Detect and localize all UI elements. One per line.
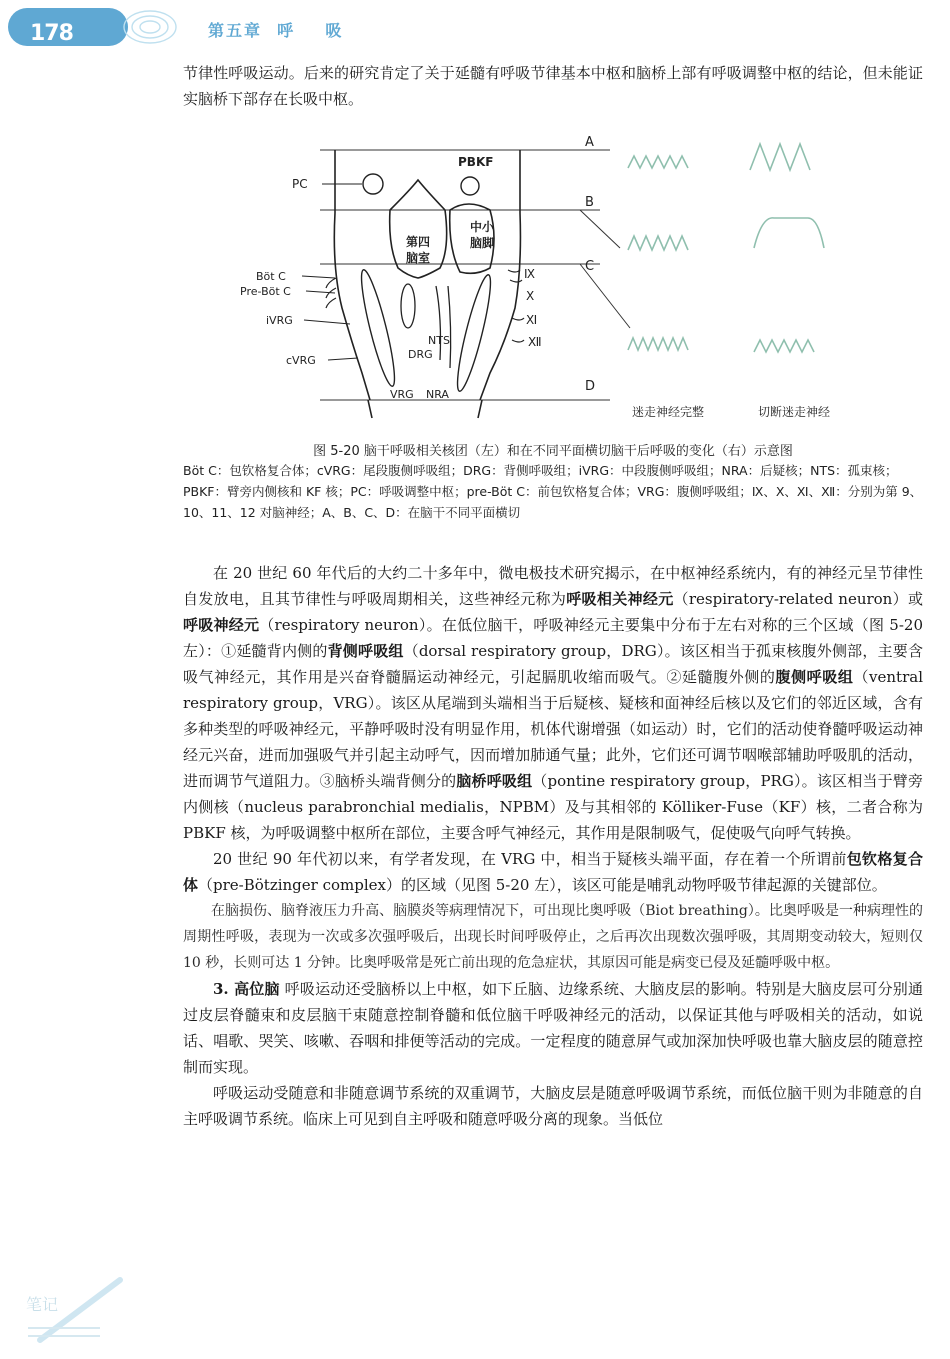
paragraph-dual-control: 呼吸运动受随意和非随意调节系统的双重调节，大脑皮层是随意呼吸调节系统，而低位脑干则为非随意的自主呼吸调节系统。临床上可见到自主呼吸和随意呼吸分离的现象。当低位 [183, 1084, 923, 1128]
pc-label: PC [292, 177, 308, 191]
ivrg-label: iVRG [266, 314, 293, 327]
vrg-label: VRG [390, 388, 414, 401]
pbkf-nucleus [461, 177, 479, 195]
trace-b-intact [628, 236, 688, 250]
level-a-label: A [585, 135, 594, 150]
ventricle-label-2: 脑室 [406, 251, 431, 265]
level-b-label: B [585, 195, 594, 210]
figure-legend: Böt C：包钦格复合体；cVRG：尾段腹侧呼吸组；DRG：背侧呼吸组；iVRG：中段腹侧呼吸组；NRA：后疑核；NTS：孤束核；PBKF：臂旁内侧核和 KF 核；PC：呼吸调整中枢；pre-Böt C：前包钦格复合体；VRG：腹侧呼吸组；Ⅸ、Ⅹ、Ⅺ、Ⅻ：分别为第 9、10、11、12 对脑神经；A、B、C、D：在脑干不同平面横切 [183, 463, 923, 520]
nra-label: NRA [426, 388, 449, 401]
peduncle-label-2: 脑脚 [470, 236, 495, 250]
nts-label: NTS [428, 334, 450, 347]
drg-column [401, 284, 415, 328]
paragraph-biot: 在脑损伤、脑脊液压力升高、脑膜炎等病理情况下，可出现比奥呼吸（Biot breathing）。比奥呼吸是一种病理性的周期性呼吸，表现为一次或多次强呼吸后，出现长时间呼吸停止，之后再次出现数次强呼吸，其周期变动较大，短则仅 10 秒，长则可达 1 分钟。比奥呼吸常是死亡前出现的危急症状，其原因可能是病变已侵及延髓呼吸中枢。 [183, 903, 923, 971]
drg-label: DRG [408, 348, 433, 361]
paragraph-prebotc: 20 世纪 90 年代初以来，有学者发现，在 VRG 中，相当于疑核头端平面，存在着一个所谓前包钦格复合体（pre-Bötzinger complex）的区域（见图 5-20 左），该区可能是哺乳动物呼吸节律起源的关键部位。 [183, 850, 923, 894]
intro-block [183, 60, 923, 112]
nra-column [448, 286, 451, 368]
peduncle-label-1: 中小 [470, 220, 495, 234]
cranial-nerve-roots [326, 270, 524, 342]
col-intact-label: 迷走神经完整 [632, 405, 705, 419]
col-cut-label: 切断迷走神经 [758, 405, 831, 419]
figure-caption-title: 图 5-20 脑干呼吸相关核团（左）和在不同平面横切脑干后呼吸的变化（右）示意图 [313, 444, 793, 459]
nts-column [436, 286, 441, 360]
notes-pencil-icon [20, 1270, 130, 1350]
ventricle-label-1: 第四 [406, 235, 431, 249]
section-lines [320, 150, 630, 400]
botc-label: Böt C [256, 270, 286, 283]
trace-b-cut [754, 218, 824, 248]
trace-c-intact [628, 338, 688, 350]
trace-c-cut [754, 340, 814, 352]
pbkf-label: PBKF [458, 155, 494, 169]
nerve-xii-label: Ⅻ [528, 335, 542, 349]
breathing-traces [628, 144, 824, 352]
figure-5-20 [240, 128, 880, 428]
prebotc-label: Pre-Böt C [240, 285, 291, 298]
page-number-tab [8, 8, 128, 46]
pc-nucleus [363, 174, 383, 194]
nerve-xi-label: Ⅺ [526, 313, 538, 327]
trace-a-intact [628, 156, 688, 168]
trace-a-cut [750, 144, 810, 170]
notes-label: 笔记 [26, 1295, 59, 1314]
vrg-column-left [356, 268, 401, 388]
level-c-label: C [585, 259, 595, 274]
paragraph-higher-brain: 3. 高位脑 呼吸运动还受脑桥以上中枢，如下丘脑、边缘系统、大脑皮层的影响。特别是大脑皮层可分别通过皮层脊髓束和皮层脑干束随意控制脊髓和低位脑干呼吸神经元的活动，以保证其他与呼吸相关的活动，如说话、唱歌、哭笑、咳嗽、吞咽和排便等活动的完成。一定程度的随意屏气或加深加快呼吸也靠大脑皮层的随意控制而实现。 [183, 980, 923, 1076]
nerve-ix-label: Ⅸ [524, 267, 536, 281]
level-d-label: D [585, 379, 596, 394]
main-body [183, 560, 923, 1132]
paragraph-neurons: 在 20 世纪 60 年代后的大约二十多年中，微电极技术研究揭示，在中枢神经系统内，有的神经元呈节律性自发放电，且其节律性与呼吸周期相关，这些神经元称为呼吸相关神经元（respiratory-related neuron）或呼吸神经元（respiratory neuron）。在低位脑干，呼吸神经元主要集中分布于左右对称的三个区域（图 5-20 左）：①延髓背内侧的背侧呼吸组（dorsal respiratory group，DRG）。该区相当于孤束核腹外侧部，主要含吸气神经元，其作用是兴奋脊髓膈运动神经元，引起膈肌收缩而吸气。②延髓腹外侧的腹侧呼吸组（ventral respiratory group，VRG）。该区从尾端到头端相当于后疑核、疑核和面神经后核以及它们的邻近区域，含有多种类型的呼吸神经元，平静呼吸时没有明显作用，机体代谢增强（如运动）时，它们的活动使脊髓呼吸运动神经元兴奋，进而加强吸气并引起主动呼气，因而增加肺通气量；此外，它们还可调节咽喉部辅助呼吸肌的活动，进而调节气道阻力。③脑桥头端背侧分的脑桥呼吸组（pontine respiratory group，PRG）。该区相当于臂旁内侧核（nucleus parabronchial medialis，NPBM）及与其相邻的 Kölliker-Fuse（KF）核，二者合称为 PBKF 核，为呼吸调整中枢所在部位，主要含呼气神经元，其作用是限制吸气，促使吸气向呼气转换。 [183, 564, 923, 842]
page-number: 178 [30, 21, 73, 46]
ripple-decoration-icon [120, 2, 210, 52]
intro-paragraph: 节律性呼吸运动。后来的研究肯定了关于延髓有呼吸节律基本中枢和脑桥上部有呼吸调整中枢的结论，但未能证实脑桥下部存在长吸中枢。 [183, 64, 923, 108]
nerve-x-label: Ⅹ [526, 289, 535, 303]
chapter-title: 第五章 呼 吸 [208, 21, 344, 40]
cvrg-label: cVRG [286, 354, 316, 367]
page-header [0, 0, 950, 56]
